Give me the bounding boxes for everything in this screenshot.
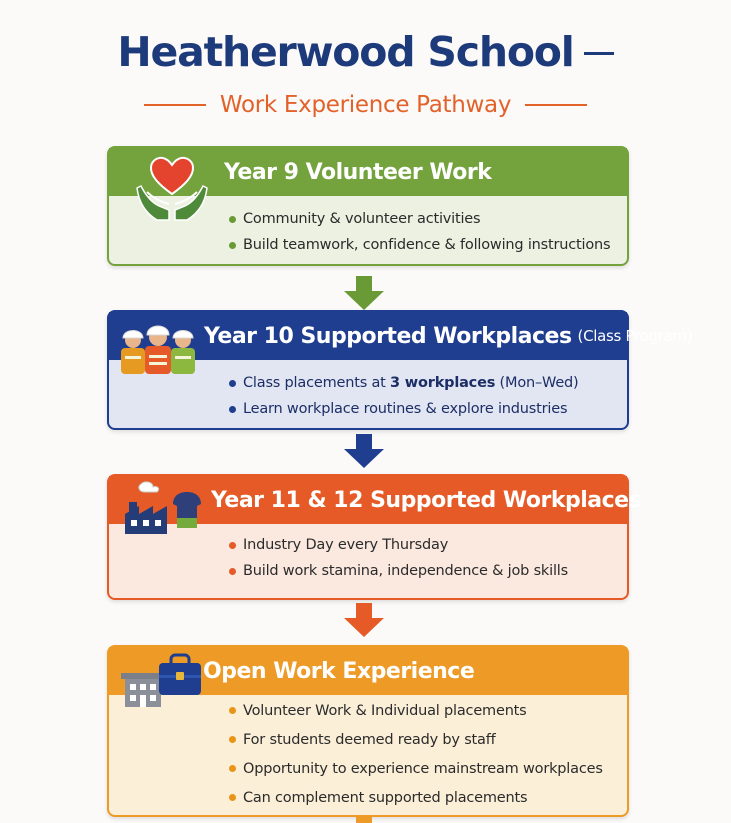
heart-hands-icon	[133, 154, 211, 224]
list-item: Industry Day every Thursday	[229, 532, 568, 558]
list-item: For students deemed ready by staff	[229, 726, 603, 755]
stage-card-year-9	[107, 146, 629, 266]
workers-icon	[117, 318, 199, 374]
subtitle-line-right	[525, 104, 587, 106]
stage-title: Year 9 Volunteer Work	[224, 159, 492, 185]
arrow-down-icon	[344, 434, 384, 468]
arrow-down-icon	[344, 276, 384, 310]
factory-icon	[123, 480, 207, 536]
list-item: Can complement supported placements	[229, 784, 603, 813]
list-item: Class placements at 3 workplaces (Mon–Wed)	[229, 370, 579, 396]
list-item: Community & volunteer activities	[229, 206, 610, 232]
stage-card-year-10	[107, 310, 693, 430]
list-item: Opportunity to experience mainstream workplaces	[229, 755, 603, 784]
stage-card-year-11-12	[107, 474, 642, 600]
stage-title: Year 10 Supported Workplaces (Class Program)	[204, 323, 693, 349]
page-title: Heatherwood School	[0, 28, 731, 76]
list-item: Build work stamina, independence & job skills	[229, 558, 568, 584]
title-dash	[584, 52, 614, 55]
stage-list	[229, 532, 568, 584]
list-item: Build teamwork, confidence & following instructions	[229, 232, 610, 258]
stage-list	[229, 206, 610, 258]
subtitle-line-left	[144, 104, 206, 106]
stage-card-open-work	[107, 645, 629, 817]
subtitle-row	[0, 88, 731, 122]
stage-title-note: (Class Program)	[577, 327, 693, 345]
stage-list	[229, 697, 603, 813]
list-item: Volunteer Work & Individual placements	[229, 697, 603, 726]
stage-title: Year 11 & 12 Supported Workplaces	[211, 487, 642, 513]
briefcase-building-icon	[121, 655, 205, 709]
list-item: Learn workplace routines & explore industries	[229, 396, 579, 422]
stage-list	[229, 370, 579, 422]
subtitle: Work Experience Pathway	[219, 92, 512, 118]
arrow-down-icon	[344, 816, 384, 823]
stage-title: Open Work Experience	[203, 658, 475, 684]
arrow-down-icon	[344, 603, 384, 637]
